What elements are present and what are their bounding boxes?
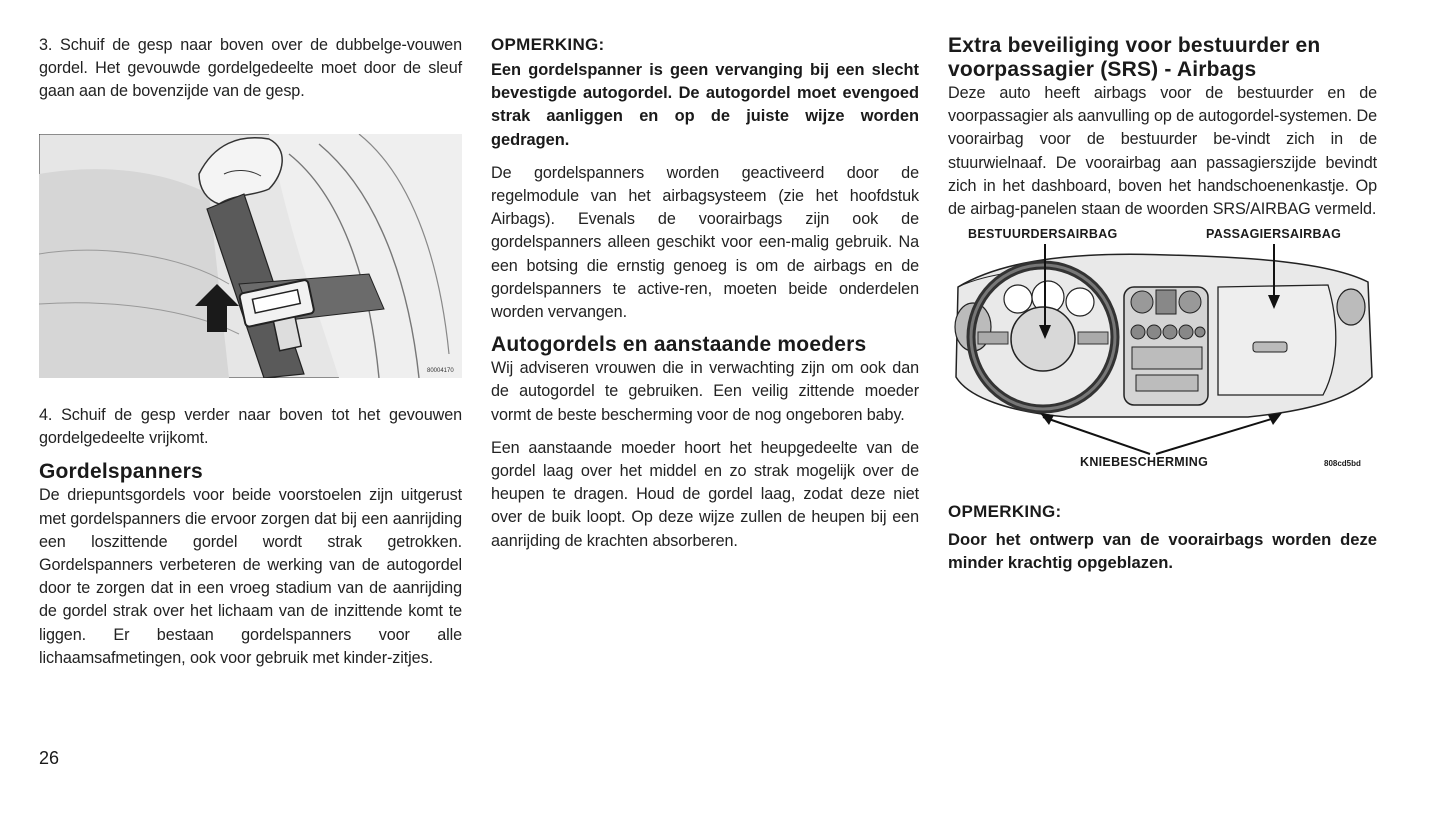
note-body-1: Een gordelspanner is geen vervanging bij een slecht bevestigde autogordel. De autogordel moet evengoed strak aanliggen en op de juiste wijze worden gedragen. [491, 61, 919, 149]
seatbelt-buckle-illustration [39, 134, 462, 378]
dashboard-illustration [948, 227, 1377, 477]
step-4-text: 4. Schuif de gesp verder naar boven tot het gevouwen gordelgedeelte vrijkomt. [39, 406, 462, 448]
pregnant-paragraph-1: Wij adviseren vrouwen die in verwachting zijn om ook dan de autogordel te gebruiken. Een veilig zittende moeder vormt de beste bescherming voor de nog ongeboren baby. [491, 359, 919, 424]
seatbelt-figure [39, 134, 462, 378]
figure-code: 80004170 [427, 368, 454, 374]
airbag-body: Deze auto heeft airbags voor de bestuurder en de voorpassagier als aanvulling op de autogordel-systemen. De voorairbag voor de bestuurder be-vindt zich in de stuurwielnaaf. De voorairbag aan passagierszijde bevindt zich in het dashboard, boven het handschoenenkastje. Op de airbag-panelen staan de woorden SRS/AIRBAG vermeld. [948, 84, 1377, 219]
activation-paragraph: De gordelspanners worden geactiveerd door de regelmodule van het airbagsysteem (zie het hoofdstuk Airbags). Evenals de voorairbags zijn ook de gordelspanners alleen geschikt voor een-malig gebruik. Na een botsing die ernstig genoeg is om de airbags en de gordelspanners te active-ren, moeten beide onderdelen worden vervangen. [491, 163, 919, 322]
note-body-2: Door het ontwerp van de voorairbags worden deze minder krachtig opgeblazen. [948, 530, 1377, 573]
driver-airbag-label: BESTUURDERSAIRBAG [968, 227, 1118, 242]
step-3-text: 3. Schuif de gesp naar boven over de dubbelge-vouwen gordel. Het gevouwde gordelgedeelte moet door de sleuf gaan aan de bovenzijde van de gesp. [39, 36, 462, 101]
dashboard-figure-code: 808cd5bd [1324, 459, 1361, 469]
pregnant-heading: Autogordels en aanstaande moeders [491, 333, 867, 357]
column-right [948, 34, 1377, 575]
knee-protection-label: KNIEBESCHERMING [1080, 455, 1209, 470]
page-number: 26 [39, 748, 60, 768]
column-middle [491, 34, 919, 553]
dashboard-figure [948, 227, 1377, 477]
note-heading-2: OPMERKING: [948, 502, 1062, 522]
gordelspanners-heading: Gordelspanners [39, 460, 203, 484]
pregnant-paragraph-2: Een aanstaande moeder hoort het heupgedeelte van de gordel laag over het middel en zo strak mogelijk over de heupen te dragen. Houd de gordel laag, zodat deze niet over de buik loopt. Op deze wijze zullen de heupen bij een aanrijding de krachten absorberen. [491, 438, 919, 550]
column-left [39, 34, 462, 670]
passenger-airbag-label: PASSAGIERSAIRBAG [1206, 227, 1342, 242]
gordelspanners-body: De driepuntsgordels voor beide voorstoelen zijn uitgerust met gordelspanners die ervoor zorgen dat bij een aanrijding een loszittende gordel wordt strak getrokken. Gordelspanners verbeteren de werking van de autogordel door te zorgen dat in een vroeg stadium van de aanrijding de gordel strak over het lichaam van de inzittende komt te liggen. Er bestaan gordelspanners voor alle lichaamsafmetingen, ook voor gebruik met kinder-zitjes. [39, 486, 462, 667]
airbag-heading: Extra beveiliging voor bestuurder en voorpassagier (SRS) - Airbags [948, 34, 1321, 81]
note-heading-1: OPMERKING: [491, 35, 605, 54]
